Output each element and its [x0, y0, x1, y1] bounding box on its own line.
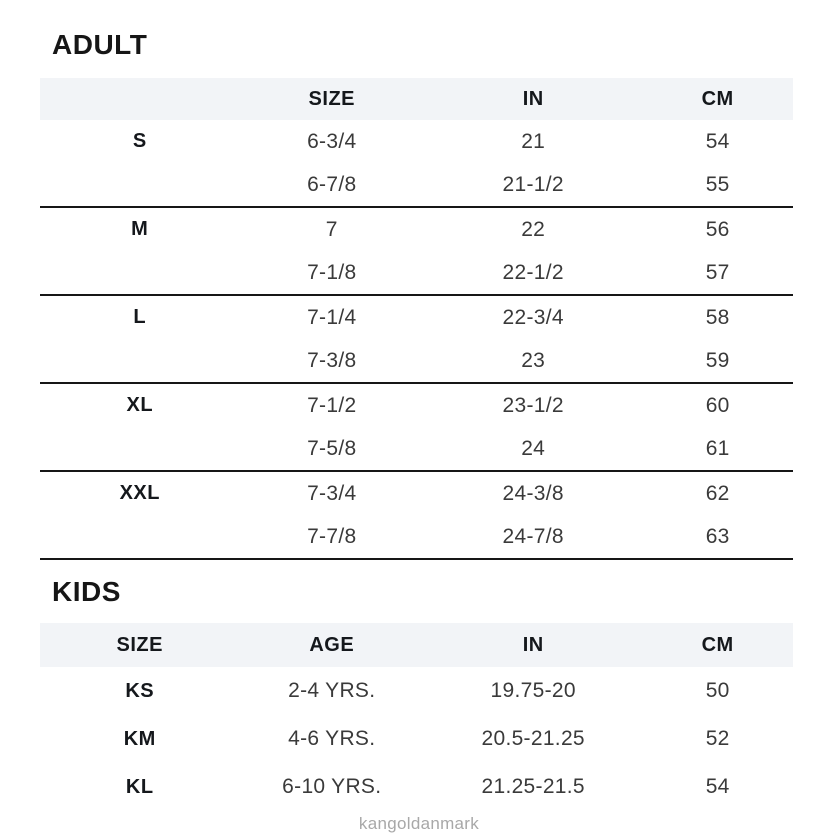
- inches-value: 24-7/8: [502, 524, 564, 548]
- adult-size-group-xxl: [40, 472, 793, 560]
- kids-size-table: [40, 623, 793, 811]
- kids-table-header-row: [40, 623, 793, 667]
- inches-value: 21: [521, 129, 546, 153]
- table-row: [40, 667, 793, 715]
- adult-col-header-in: IN: [522, 87, 544, 110]
- table-row: [40, 515, 793, 558]
- inches-value: 20.5-21.25: [481, 727, 585, 750]
- cm-value: 52: [705, 727, 730, 750]
- cm-value: 63: [705, 524, 730, 548]
- adult-col-header-size: SIZE: [308, 87, 355, 110]
- age-value: 4-6 YRS.: [288, 727, 376, 750]
- inches-value: 24: [521, 436, 546, 460]
- age-value: 6-10 YRS.: [282, 775, 382, 798]
- size-value: 7: [325, 217, 338, 241]
- cm-value: 54: [705, 775, 730, 798]
- size-value: 7-3/8: [307, 348, 357, 372]
- cm-value: 59: [705, 348, 730, 372]
- table-row: [40, 715, 793, 763]
- adult-section-title: ADULT: [52, 29, 148, 60]
- size-label: XL: [126, 394, 154, 416]
- adult-size-group-m: [40, 208, 793, 296]
- size-value: 6-3/4: [307, 129, 357, 153]
- table-row: [40, 120, 793, 163]
- table-row: [40, 339, 793, 382]
- size-value: 6-7/8: [307, 172, 357, 196]
- cm-value: 57: [705, 260, 730, 284]
- adult-table-header-row: [40, 78, 793, 120]
- inches-value: 23-1/2: [502, 393, 564, 417]
- cm-value: 58: [705, 305, 730, 329]
- size-value: 7-1/8: [307, 260, 357, 284]
- size-value: 7-5/8: [307, 436, 357, 460]
- size-value: 7-1/2: [307, 393, 357, 417]
- size-label: L: [133, 306, 147, 328]
- inches-value: 19.75-20: [490, 679, 576, 702]
- inches-value: 22-3/4: [502, 305, 564, 329]
- site-watermark: kangoldanmark: [358, 814, 480, 833]
- table-row: [40, 163, 793, 206]
- cm-value: 50: [705, 679, 730, 702]
- cm-value: 56: [705, 217, 730, 241]
- size-value: 7-1/4: [307, 305, 357, 329]
- kids-col-header-size: SIZE: [116, 633, 163, 656]
- size-value: 7-7/8: [307, 524, 357, 548]
- inches-value: 22-1/2: [502, 260, 564, 284]
- adult-size-table: [40, 78, 793, 560]
- inches-value: 24-3/8: [502, 481, 564, 505]
- table-row: [40, 251, 793, 294]
- inches-value: 21-1/2: [502, 172, 564, 196]
- adult-size-group-l: [40, 296, 793, 384]
- inches-value: 22: [521, 217, 546, 241]
- size-label: KS: [125, 679, 155, 702]
- age-value: 2-4 YRS.: [288, 679, 376, 702]
- cm-value: 55: [705, 172, 730, 196]
- size-label: XXL: [119, 482, 160, 504]
- kids-col-header-in: IN: [522, 633, 544, 656]
- adult-size-group-xl: [40, 384, 793, 472]
- table-row: [40, 763, 793, 811]
- table-row: [40, 384, 793, 427]
- inches-value: 21.25-21.5: [481, 775, 585, 798]
- kids-col-header-cm: CM: [701, 633, 734, 656]
- size-value: 7-3/4: [307, 481, 357, 505]
- size-chart: [0, 30, 838, 811]
- cm-value: 60: [705, 393, 730, 417]
- cm-value: 54: [705, 129, 730, 153]
- kids-section-title: KIDS: [52, 576, 121, 607]
- cm-value: 61: [705, 436, 730, 460]
- table-row: [40, 472, 793, 515]
- size-label: KM: [123, 727, 156, 750]
- kids-col-header-age: AGE: [309, 633, 355, 656]
- size-label: KL: [125, 775, 154, 798]
- adult-col-header-cm: CM: [701, 87, 734, 110]
- table-row: [40, 296, 793, 339]
- cm-value: 62: [705, 481, 730, 505]
- table-row: [40, 208, 793, 251]
- table-row: [40, 427, 793, 470]
- size-label: S: [132, 130, 147, 152]
- size-label: M: [131, 218, 149, 240]
- adult-size-group-s: [40, 120, 793, 208]
- inches-value: 23: [521, 348, 546, 372]
